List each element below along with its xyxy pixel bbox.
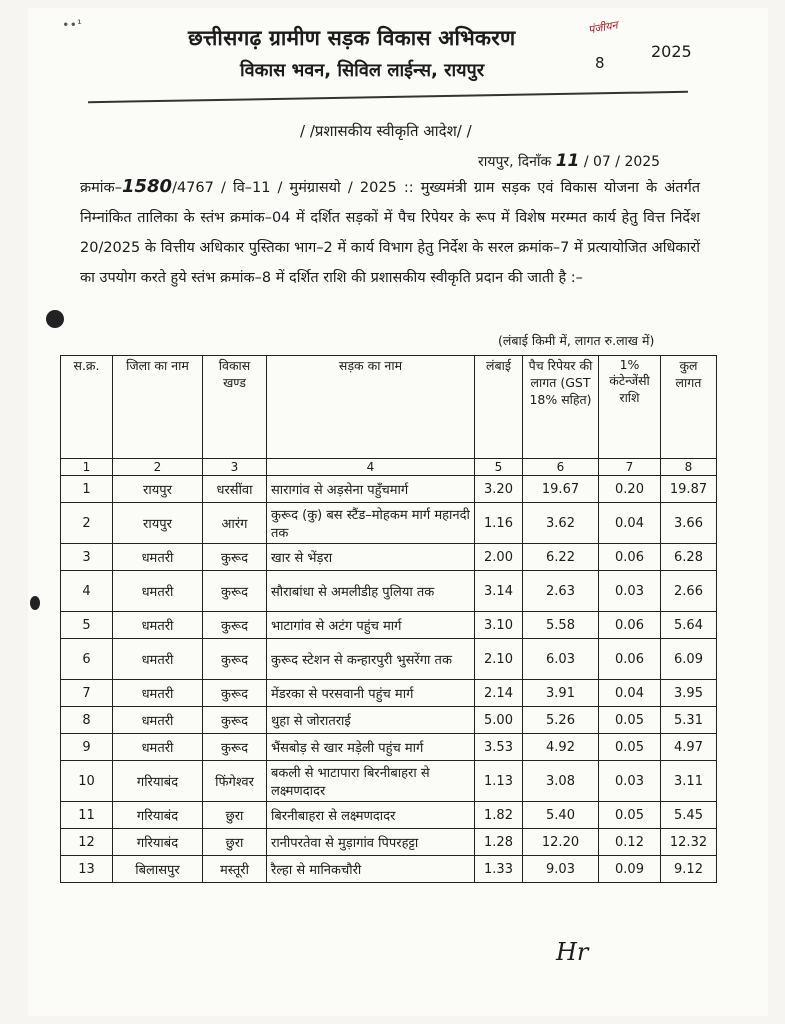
cell-serial: 6: [61, 639, 113, 680]
cell-length: 2.10: [475, 639, 523, 680]
table-row: [61, 612, 717, 639]
cell-serial: 10: [61, 761, 113, 802]
cell-serial: 2: [61, 503, 113, 544]
table-header-row: [61, 356, 717, 459]
cell-contingency: 0.05: [599, 802, 661, 829]
org-name: छत्तीसगढ़ ग्रामीण सड़क विकास अभिकरण: [188, 26, 516, 50]
cell-patch-cost: 3.62: [523, 503, 599, 544]
cell-patch-cost: 6.22: [523, 544, 599, 571]
table-row: [61, 734, 717, 761]
cell-total-cost: 5.64: [661, 612, 717, 639]
cell-contingency: 0.06: [599, 612, 661, 639]
col-number: 7: [599, 459, 661, 476]
cell-length: 1.16: [475, 503, 523, 544]
cell-road-name: रैल्हा से मानिकचौरी: [267, 856, 475, 883]
cell-road-name: मेंडरका से परसवानी पहुंच मार्ग: [267, 680, 475, 707]
cell-contingency: 0.03: [599, 761, 661, 802]
cell-serial: 13: [61, 856, 113, 883]
cell-contingency: 0.04: [599, 680, 661, 707]
cell-district: रायपुर: [113, 476, 203, 503]
cell-road-name: कुरूद (कु) बस स्टैंड–मोहकम मार्ग महानदी तक: [267, 503, 475, 544]
cell-contingency: 0.06: [599, 544, 661, 571]
cell-block: कुरूद: [203, 680, 267, 707]
cell-block: आरंग: [203, 503, 267, 544]
cell-block: फिंगेश्वर: [203, 761, 267, 802]
cell-total-cost: 3.95: [661, 680, 717, 707]
cell-length: 2.00: [475, 544, 523, 571]
order-title: / /प्रशासकीय स्वीकृति आदेश/ /: [300, 122, 472, 140]
cell-patch-cost: 6.03: [523, 639, 599, 680]
cell-district: गरियाबंद: [113, 802, 203, 829]
table-row: [61, 707, 717, 734]
cell-length: 1.28: [475, 829, 523, 856]
cell-serial: 11: [61, 802, 113, 829]
cell-length: 1.82: [475, 802, 523, 829]
cell-length: 5.00: [475, 707, 523, 734]
cell-road-name: रानीपरतेवा से मुड़ागांव पिपरहट्टा: [267, 829, 475, 856]
cell-block: कुरूद: [203, 612, 267, 639]
table-row: [61, 680, 717, 707]
cell-patch-cost: 9.03: [523, 856, 599, 883]
cell-contingency: 0.04: [599, 503, 661, 544]
table-row: [61, 503, 717, 544]
cell-district: धमतरी: [113, 544, 203, 571]
col-number: 2: [113, 459, 203, 476]
table-row: [61, 571, 717, 612]
header-block: विकास खण्ड: [203, 356, 267, 459]
table-row: [61, 544, 717, 571]
cell-district: धमतरी: [113, 612, 203, 639]
cell-contingency: 0.03: [599, 571, 661, 612]
cell-road-name: सारागांव से अड़सेना पहुँचमार्ग: [267, 476, 475, 503]
cell-contingency: 0.05: [599, 707, 661, 734]
header-year: 2025: [651, 42, 692, 61]
cell-contingency: 0.05: [599, 734, 661, 761]
sanction-table: [60, 355, 717, 883]
cell-district: रायपुर: [113, 503, 203, 544]
cell-district: बिलासपुर: [113, 856, 203, 883]
cell-road-name: थुहा से जोरातराई: [267, 707, 475, 734]
cell-total-cost: 5.31: [661, 707, 717, 734]
cell-length: 1.33: [475, 856, 523, 883]
cell-block: मस्तूरी: [203, 856, 267, 883]
ref-handwritten-number: 1580: [121, 176, 173, 197]
date-rest: / 07 / 2025: [583, 154, 661, 170]
header-contingency: 1% कंटेन्जेंसी राशि: [599, 356, 661, 459]
col-number: 5: [475, 459, 523, 476]
cell-district: गरियाबंद: [113, 829, 203, 856]
table-row: [61, 639, 717, 680]
cell-block: छुरा: [203, 802, 267, 829]
ref-prefix: क्रमांक–: [80, 180, 122, 196]
cell-road-name: बिरनीबाहरा से लक्ष्मणदादर: [267, 802, 475, 829]
cell-length: 3.53: [475, 734, 523, 761]
date-prefix: रायपुर, दिनाँक: [478, 154, 552, 170]
cell-total-cost: 4.97: [661, 734, 717, 761]
header-road-name: सड़क का नाम: [267, 356, 475, 459]
cell-block: कुरूद: [203, 571, 267, 612]
cell-length: 3.20: [475, 476, 523, 503]
cell-district: धमतरी: [113, 639, 203, 680]
order-body-text: /4767 / वि–11 / मुमंग्रासयो / 2025 :: मुख्यमंत्री ग्राम सड़क एवं विकास योजना के अंतर्गत निम्नांकित तालिका के स्तंभ क्रमांक–04 में दर्शित सड़कों में पैच रिपेयर के रूप में विशेष मरम्मत कार्य हेतु वित्त निर्देश 20/2025 के वित्तीय अधिकार पुस्तिका भाग–2 में कार्य विभाग हेतु निर्देश के सरल क्रमांक–7 में प्रत्यायोजित अधिकारों का उपयोग करते हुये स्तंभ क्रमांक–8 में दर्शित राशि की प्रशासकीय स्वीकृति प्रदान की जाती है :–: [80, 180, 700, 286]
table-row: [61, 476, 717, 503]
punch-hole-mark: [46, 310, 64, 328]
cell-patch-cost: 5.58: [523, 612, 599, 639]
header-patch-cost: पैच रिपेयर की लागत (GST 18% सहित): [523, 356, 599, 459]
cell-serial: 8: [61, 707, 113, 734]
col-number: 8: [661, 459, 717, 476]
table-row: [61, 856, 717, 883]
cell-patch-cost: 12.20: [523, 829, 599, 856]
cell-block: कुरूद: [203, 544, 267, 571]
cell-total-cost: 9.12: [661, 856, 717, 883]
order-body: [80, 172, 700, 293]
cell-block: कुरूद: [203, 734, 267, 761]
cell-road-name: सौराबांधा से अमलीडीह पुलिया तक: [267, 571, 475, 612]
cell-patch-cost: 5.26: [523, 707, 599, 734]
date-day: 11: [555, 151, 580, 171]
col-number: 6: [523, 459, 599, 476]
cell-length: 2.14: [475, 680, 523, 707]
cell-block: कुरूद: [203, 707, 267, 734]
cell-contingency: 0.12: [599, 829, 661, 856]
corner-scribble: ∙∙¹: [62, 17, 82, 31]
table-row: [61, 829, 717, 856]
cell-district: धमतरी: [113, 734, 203, 761]
table-row: [61, 802, 717, 829]
cell-road-name: भैंसबोड़ से खार मड़ेली पहुंच मार्ग: [267, 734, 475, 761]
cell-serial: 4: [61, 571, 113, 612]
cell-district: धमतरी: [113, 571, 203, 612]
cell-total-cost: 5.45: [661, 802, 717, 829]
cell-serial: 5: [61, 612, 113, 639]
cell-total-cost: 6.28: [661, 544, 717, 571]
org-address: विकास भवन, सिविल लाईन्स, रायपुर: [240, 60, 485, 81]
cell-total-cost: 12.32: [661, 829, 717, 856]
cell-patch-cost: 19.67: [523, 476, 599, 503]
cell-patch-cost: 2.63: [523, 571, 599, 612]
cell-total-cost: 3.66: [661, 503, 717, 544]
cell-road-name: बकली से भाटापारा बिरनीबाहरा से लक्ष्मणदादर: [267, 761, 475, 802]
table-row: [61, 761, 717, 802]
cell-patch-cost: 5.40: [523, 802, 599, 829]
cell-total-cost: 3.11: [661, 761, 717, 802]
header-total-cost: कुल लागत: [661, 356, 717, 459]
cell-patch-cost: 3.08: [523, 761, 599, 802]
cell-serial: 9: [61, 734, 113, 761]
cell-road-name: कुरूद स्टेशन से कन्हारपुरी भुसरेंगा तक: [267, 639, 475, 680]
cell-block: छुरा: [203, 829, 267, 856]
cell-serial: 1: [61, 476, 113, 503]
cell-contingency: 0.20: [599, 476, 661, 503]
cell-contingency: 0.09: [599, 856, 661, 883]
order-date: [478, 151, 660, 171]
cell-length: 3.14: [475, 571, 523, 612]
cell-road-name: भाटागांव से अटंग पहुंच मार्ग: [267, 612, 475, 639]
cell-serial: 7: [61, 680, 113, 707]
cell-block: कुरूद: [203, 639, 267, 680]
cell-length: 1.13: [475, 761, 523, 802]
side-number: 8: [595, 54, 605, 72]
cell-total-cost: 6.09: [661, 639, 717, 680]
header-district: जिला का नाम: [113, 356, 203, 459]
cell-district: धमतरी: [113, 680, 203, 707]
handwritten-note: पंजीयन: [587, 18, 619, 37]
col-number: 4: [267, 459, 475, 476]
cell-length: 3.10: [475, 612, 523, 639]
cell-road-name: खार से भेंड़रा: [267, 544, 475, 571]
unit-note: (लंबाई किमी में, लागत रु.लाख में): [498, 333, 655, 348]
cell-serial: 3: [61, 544, 113, 571]
cell-contingency: 0.06: [599, 639, 661, 680]
header-length: लंबाई: [475, 356, 523, 459]
cell-total-cost: 2.66: [661, 571, 717, 612]
col-number: 3: [203, 459, 267, 476]
cell-total-cost: 19.87: [661, 476, 717, 503]
cell-serial: 12: [61, 829, 113, 856]
cell-block: धरसींवा: [203, 476, 267, 503]
header-serial: स.क्र.: [61, 356, 113, 459]
signature: Hr: [556, 938, 589, 966]
cell-patch-cost: 3.91: [523, 680, 599, 707]
column-number-row: [61, 459, 717, 476]
col-number: 1: [61, 459, 113, 476]
cell-district: धमतरी: [113, 707, 203, 734]
cell-patch-cost: 4.92: [523, 734, 599, 761]
cell-district: गरियाबंद: [113, 761, 203, 802]
punch-hole-mark-2: [30, 596, 40, 610]
